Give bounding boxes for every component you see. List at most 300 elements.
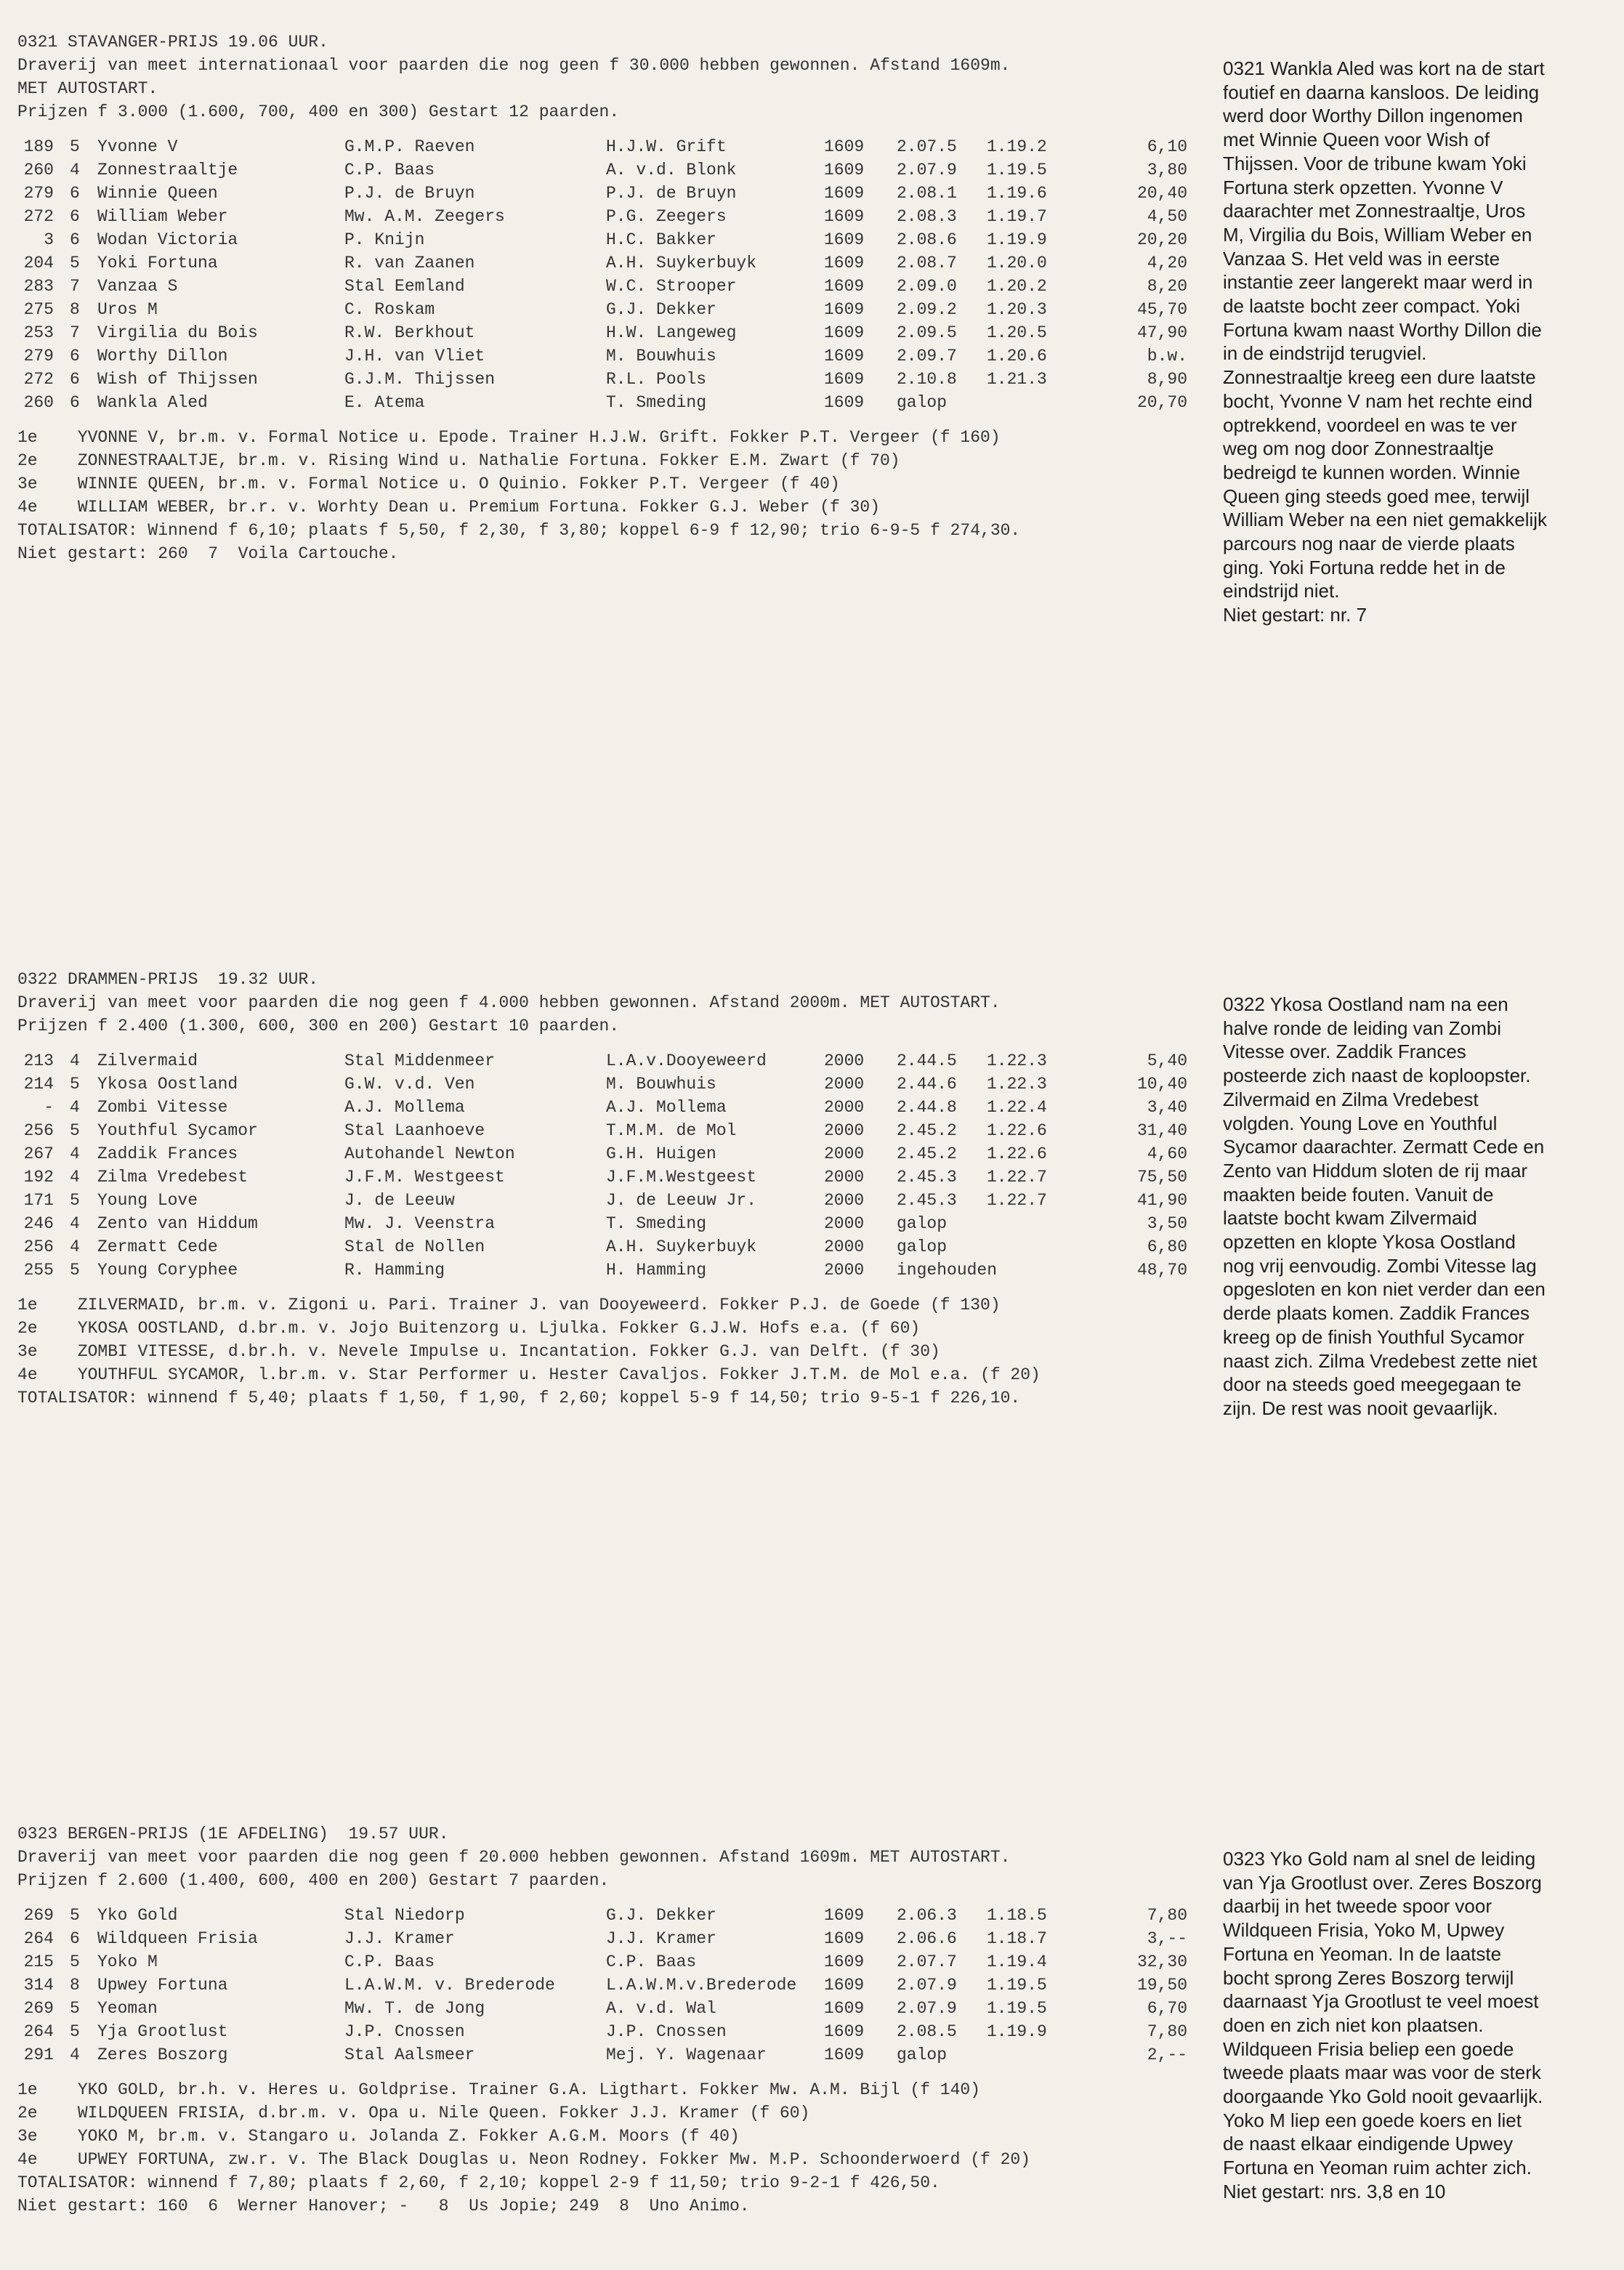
runner-number: 260	[23, 161, 54, 179]
runner-age: 6	[70, 230, 80, 249]
km-time: 1.21.3	[987, 370, 1047, 389]
horse-name: Zilvermaid	[97, 1051, 198, 1070]
runner-age: 4	[70, 161, 80, 179]
finish-time: 2.45.3	[897, 1168, 957, 1187]
runner-age: 4	[70, 1098, 80, 1117]
driver-name: H.W. Langeweg	[606, 323, 737, 342]
placing-line: 2e ZONNESTRAALTJE, br.m. v. Rising Wind u. Nathalie Fortuna. Fokker E.M. Zwart (f 70)	[17, 451, 900, 470]
win-odds: 3,80	[1147, 161, 1187, 179]
km-time: 1.18.7	[987, 1929, 1047, 1948]
runner-number: 272	[23, 207, 54, 226]
runner-row	[17, 2020, 1195, 2043]
runner-row	[17, 1073, 1195, 1096]
driver-name: T. Smeding	[606, 393, 707, 412]
placing-line: 4e WILLIAM WEBER, br.r. v. Worhty Dean u. Premium Fortuna. Fokker G.J. Weber (f 30)	[17, 498, 880, 517]
totalisator-line: TOTALISATOR: Winnend f 6,10; plaats f 5,50, f 2,30, f 3,80; koppel 6-9 f 12,90; trio 6-9-5 f 274,30.	[17, 521, 1021, 540]
runner-number: 171	[23, 1191, 54, 1210]
runner-row	[17, 1096, 1195, 1119]
race-distance: 2000	[824, 1261, 865, 1280]
finish-time: 2.44.6	[897, 1075, 957, 1094]
runner-row	[17, 251, 1195, 275]
totalisator-line: TOTALISATOR: winnend f 7,80; plaats f 2,60, f 2,10; koppel 2-9 f 11,50; trio 9-2-1 f 426,50.	[17, 2173, 940, 2192]
race-conditions-line: Draverij van meet voor paarden die nog geen f 20.000 hebben gewonnen. Afstand 1609m. MET AUTOSTART.	[17, 1848, 1011, 1867]
owner-trainer: Mw. T. de Jong	[344, 1999, 485, 2018]
horse-name: Zombi Vitesse	[97, 1098, 228, 1117]
finish-time: 2.06.3	[897, 1906, 957, 1925]
finish-time: galop	[897, 2045, 948, 2064]
finish-time: galop	[897, 1214, 948, 1233]
horse-name: Worthy Dillon	[97, 347, 228, 365]
finish-time: ingehouden	[897, 1261, 998, 1280]
driver-name: M. Bouwhuis	[606, 347, 716, 365]
race-commentary: 0322 Ykosa Oostland nam na een halve ronde de leiding van Zombi Vitesse over. Zaddik Frances posteerde zich naast de koploopster. Zilvermaid en Zilma Vredebest volgden. Young Love en Youthful Sycamor daarachter. Zermatt Cede en Zento van Hiddum sloten de rij maar maakten beide fouten. Vanuit de laatste bocht kwam Zilvermaid opzetten en klopte Ykosa Oostland nog vrij eenvoudig. Zombi Vitesse lag opgesloten en kon niet verder dan een derde plaats komen. Zaddik Frances kreeg op de finish Youthful Sycamor naast zich. Zilma Vredebest zette niet door na steeds goed meegegaan te zijn. De rest was nooit gevaarlijk.	[1223, 993, 1546, 1419]
runner-age: 5	[70, 1906, 80, 1925]
km-time: 1.22.3	[987, 1051, 1047, 1070]
finish-time: 2.08.7	[897, 254, 957, 272]
owner-trainer: E. Atema	[344, 393, 425, 412]
runner-number: 314	[23, 1976, 54, 1995]
win-odds: 47,90	[1136, 323, 1187, 342]
finish-time: 2.06.6	[897, 1929, 957, 1948]
runner-number: 215	[23, 1952, 54, 1971]
finish-time: galop	[897, 393, 948, 412]
win-odds: 6,10	[1147, 137, 1187, 156]
win-odds: 20,20	[1136, 230, 1187, 249]
runner-number: 204	[23, 254, 54, 272]
win-odds: 3,--	[1147, 1929, 1187, 1948]
race-commentary: 0323 Yko Gold nam al snel de leiding van Yja Grootlust over. Zeres Boszorg daarbij in het tweede spoor voor Wildqueen Frisia, Yoko M, Upwey Fortuna en Yeoman. In de laatste bocht sprong Zeres Boszorg terwijl daarnaast Yja Grootlust te veel moest doen en zich niet kon plaatsen. Wildqueen Frisia beliep een goede tweede plaats maar was voor de sterk doorgaande Yko Gold nooit gevaarlijk. Yoko M liep een goede koers en liet de naast elkaar eindigende Upwey Fortuna en Yeoman ruim achter zich. Niet gestart: nrs. 3,8 en 10	[1223, 1848, 1543, 2202]
win-odds: 32,30	[1136, 1952, 1187, 1971]
runner-row	[17, 228, 1195, 251]
horse-name: Upwey Fortuna	[97, 1976, 228, 1995]
driver-name: J.P. Cnossen	[606, 2022, 727, 2041]
runner-number: 264	[23, 2022, 54, 2041]
race-distance: 2000	[824, 1144, 865, 1163]
runner-row	[17, 344, 1195, 368]
race-table-0323	[17, 1822, 1195, 2218]
km-time: 1.19.5	[987, 161, 1047, 179]
totalisator-line: TOTALISATOR: winnend f 5,40; plaats f 1,50, f 1,90, f 2,60; koppel 5-9 f 14,50; trio 9-5-1 f 226,10.	[17, 1389, 1021, 1407]
placing-line: 3e YOKO M, br.m. v. Stangaro u. Jolanda Z. Fokker A.G.M. Moors (f 40)	[17, 2127, 740, 2146]
owner-trainer: R. Hamming	[344, 1261, 445, 1280]
horse-name: Yko Gold	[97, 1906, 178, 1925]
finish-time: 2.09.0	[897, 277, 957, 296]
finish-time: 2.08.6	[897, 230, 957, 249]
win-odds: 45,70	[1136, 300, 1187, 319]
runner-row	[17, 1049, 1195, 1073]
runner-number: 269	[23, 1999, 54, 2018]
win-odds: 6,70	[1147, 1999, 1187, 2018]
finish-time: 2.07.9	[897, 1976, 957, 1995]
owner-trainer: Stal Eemland	[344, 277, 465, 296]
runner-age: 4	[70, 2045, 80, 2064]
runner-age: 4	[70, 1168, 80, 1187]
owner-trainer: A.J. Mollema	[344, 1098, 465, 1117]
runner-number: 192	[23, 1168, 54, 1187]
race-distance: 2000	[824, 1214, 865, 1233]
win-odds: 2,--	[1147, 2045, 1187, 2064]
finish-time: 2.07.5	[897, 137, 957, 156]
runner-row	[17, 391, 1195, 414]
race-distance: 1609	[824, 393, 865, 412]
horse-name: Virgilia du Bois	[97, 323, 258, 342]
runner-number: 267	[23, 1144, 54, 1163]
runner-age: 6	[70, 207, 80, 226]
owner-trainer: J. de Leeuw	[344, 1191, 455, 1210]
runner-row	[17, 275, 1195, 298]
runner-row	[17, 368, 1195, 391]
runner-number: 246	[23, 1214, 54, 1233]
race-header: 0322 DRAMMEN-PRIJS 19.32 UUR.	[17, 970, 319, 989]
runner-row	[17, 1235, 1195, 1259]
runner-age: 6	[70, 1929, 80, 1948]
runner-row	[17, 321, 1195, 344]
race-distance: 1609	[824, 1976, 865, 1995]
runner-row	[17, 205, 1195, 228]
owner-trainer: Mw. J. Veenstra	[344, 1214, 496, 1233]
race-distance: 2000	[824, 1051, 865, 1070]
km-time: 1.19.5	[987, 1999, 1047, 2018]
owner-trainer: C. Roskam	[344, 300, 435, 319]
horse-name: Wodan Victoria	[97, 230, 238, 249]
runner-age: 5	[70, 137, 80, 156]
not-started-line: Niet gestart: 160 6 Werner Hanover; - 8 Us Jopie; 249 8 Uno Animo.	[17, 2197, 750, 2216]
finish-time: 2.07.9	[897, 161, 957, 179]
runner-row	[17, 1974, 1195, 1997]
horse-name: William Weber	[97, 207, 228, 226]
driver-name: A.J. Mollema	[606, 1098, 727, 1117]
driver-name: P.J. de Bruyn	[606, 184, 737, 203]
race-distance: 1609	[824, 207, 865, 226]
km-time: 1.19.4	[987, 1952, 1047, 1971]
driver-name: J. de Leeuw Jr.	[606, 1191, 757, 1210]
runner-row	[17, 1212, 1195, 1235]
km-time: 1.20.2	[987, 277, 1047, 296]
race-distance: 2000	[824, 1121, 865, 1140]
runner-number: 264	[23, 1929, 54, 1948]
win-odds: 10,40	[1136, 1075, 1187, 1094]
km-time: 1.20.3	[987, 300, 1047, 319]
race-distance: 2000	[824, 1168, 865, 1187]
win-odds: 41,90	[1136, 1191, 1187, 1210]
horse-name: Uros M	[97, 300, 158, 319]
owner-trainer: G.W. v.d. Ven	[344, 1075, 475, 1094]
runner-number: 253	[23, 323, 54, 342]
driver-name: W.C. Strooper	[606, 277, 737, 296]
runner-age: 6	[70, 370, 80, 389]
runner-age: 5	[70, 254, 80, 272]
runner-row	[17, 298, 1195, 321]
owner-trainer: Stal de Nollen	[344, 1237, 485, 1256]
runner-row	[17, 1259, 1195, 1282]
runner-age: 5	[70, 2022, 80, 2041]
runner-age: 5	[70, 1261, 80, 1280]
runner-row	[17, 135, 1195, 158]
km-time: 1.22.6	[987, 1144, 1047, 1163]
race-prizes-line: Prijzen f 2.400 (1.300, 600, 300 en 200) Gestart 10 paarden.	[17, 1017, 620, 1035]
horse-name: Winnie Queen	[97, 184, 218, 203]
placing-line: 2e WILDQUEEN FRISIA, d.br.m. v. Opa u. Nile Queen. Fokker J.J. Kramer (f 60)	[17, 2104, 810, 2122]
race-conditions-line: MET AUTOSTART.	[17, 79, 158, 98]
finish-time: 2.10.8	[897, 370, 957, 389]
driver-name: L.A.W.M.v.Brederode	[606, 1976, 797, 1995]
race-distance: 1609	[824, 254, 865, 272]
runner-number: 256	[23, 1237, 54, 1256]
race-header: 0323 BERGEN-PRIJS (1E AFDELING) 19.57 UUR.	[17, 1825, 449, 1843]
win-odds: 3,40	[1147, 1098, 1187, 1117]
owner-trainer: J.J. Kramer	[344, 1929, 455, 1948]
runner-age: 8	[70, 1976, 80, 1995]
horse-name: Vanzaa S	[97, 277, 178, 296]
horse-name: Wankla Aled	[97, 393, 208, 412]
race-distance: 1609	[824, 2045, 865, 2064]
finish-time: 2.45.3	[897, 1191, 957, 1210]
km-time: 1.19.6	[987, 184, 1047, 203]
km-time: 1.19.5	[987, 1976, 1047, 1995]
race-distance: 1609	[824, 1906, 865, 1925]
runner-row	[17, 1189, 1195, 1212]
driver-name: C.P. Baas	[606, 1952, 697, 1971]
finish-time: 2.08.1	[897, 184, 957, 203]
race-conditions-line: Draverij van meet voor paarden die nog geen f 4.000 hebben gewonnen. Afstand 2000m. MET AUTOSTART.	[17, 993, 1001, 1012]
driver-name: G.J. Dekker	[606, 300, 716, 319]
km-time: 1.22.3	[987, 1075, 1047, 1094]
race-distance: 1609	[824, 1929, 865, 1948]
race-distance: 1609	[824, 1999, 865, 2018]
runner-age: 5	[70, 1999, 80, 2018]
km-time: 1.19.7	[987, 207, 1047, 226]
runner-row	[17, 158, 1195, 182]
finish-time: 2.44.8	[897, 1098, 957, 1117]
win-odds: 4,20	[1147, 254, 1187, 272]
driver-name: M. Bouwhuis	[606, 1075, 716, 1094]
runner-number: 260	[23, 393, 54, 412]
race-prizes-line: Prijzen f 2.600 (1.400, 600, 400 en 200) Gestart 7 paarden.	[17, 1871, 610, 1890]
race-distance: 1609	[824, 347, 865, 365]
race-header: 0321 STAVANGER-PRIJS 19.06 UUR.	[17, 33, 328, 52]
runner-age: 4	[70, 1214, 80, 1233]
placing-line: 1e YKO GOLD, br.h. v. Heres u. Goldprise. Trainer G.A. Ligthart. Fokker Mw. A.M. Bijl (f 140)	[17, 2080, 981, 2099]
placing-line: 1e ZILVERMAID, br.m. v. Zigoni u. Pari. Trainer J. van Dooyeweerd. Fokker P.J. de Goede (f 130)	[17, 1296, 1001, 1314]
runner-age: 6	[70, 393, 80, 412]
race-distance: 1609	[824, 1952, 865, 1971]
runner-number: 269	[23, 1906, 54, 1925]
owner-trainer: Autohandel Newton	[344, 1144, 515, 1163]
horse-name: Yvonne V	[97, 137, 178, 156]
km-time: 1.20.5	[987, 323, 1047, 342]
horse-name: Youthful Sycamor	[97, 1121, 258, 1140]
horse-name: Wish of Thijssen	[97, 370, 258, 389]
runner-number: 283	[23, 277, 54, 296]
horse-name: Young Love	[97, 1191, 198, 1210]
race-distance: 2000	[824, 1075, 865, 1094]
horse-name: Yeoman	[97, 1999, 158, 2018]
runner-number: 214	[23, 1075, 54, 1094]
horse-name: Yoko M	[97, 1952, 158, 1971]
horse-name: Yja Grootlust	[97, 2022, 228, 2041]
runner-age: 5	[70, 1191, 80, 1210]
finish-time: 2.08.3	[897, 207, 957, 226]
win-odds: 19,50	[1136, 1976, 1187, 1995]
owner-trainer: Mw. A.M. Zeegers	[344, 207, 505, 226]
runner-number: 189	[23, 137, 54, 156]
placing-line: 3e WINNIE QUEEN, br.m. v. Formal Notice u. O Quinio. Fokker P.T. Vergeer (f 40)	[17, 474, 840, 493]
finish-time: 2.45.2	[897, 1144, 957, 1163]
driver-name: J.F.M.Westgeest	[606, 1168, 757, 1187]
race-distance: 1609	[824, 277, 865, 296]
owner-trainer: Stal Aalsmeer	[344, 2045, 475, 2064]
race-distance: 1609	[824, 230, 865, 249]
finish-time: 2.08.5	[897, 2022, 957, 2041]
owner-trainer: G.M.P. Raeven	[344, 137, 475, 156]
runner-row	[17, 1997, 1195, 2020]
owner-trainer: R.W. Berkhout	[344, 323, 475, 342]
km-time: 1.22.6	[987, 1121, 1047, 1140]
owner-trainer: L.A.W.M. v. Brederode	[344, 1976, 555, 1995]
km-time: 1.19.2	[987, 137, 1047, 156]
race-distance: 2000	[824, 1191, 865, 1210]
runner-age: 5	[70, 1952, 80, 1971]
driver-name: Mej. Y. Wagenaar	[606, 2045, 767, 2064]
driver-name: L.A.v.Dooyeweerd	[606, 1051, 767, 1070]
win-odds: 20,70	[1136, 393, 1187, 412]
driver-name: A. v.d. Blonk	[606, 161, 737, 179]
runner-row	[17, 2043, 1195, 2067]
horse-name: Ykosa Oostland	[97, 1075, 238, 1094]
race-commentary: 0321 Wankla Aled was kort na de start foutief en daarna kansloos. De leiding werd door Worthy Dillon ingenomen met Winnie Queen voor Wish of Thijssen. Voor de tribune kwam Yoki Fortuna sterk opzetten. Yvonne V daarachter met Zonnestraaltje, Uros M, Virgilia du Bois, William Weber en Vanzaa S. Het veld was in eerste instantie zeer langerekt maar werd in de laatste bocht zeer compact. Yoki Fortuna kwam naast Worthy Dillon die in de eindstrijd terugviel. Zonnestraaltje kreeg een dure laatste bocht, Yvonne V nam het rechte eind optrekkend, voordeel en was te ver weg om nog door Zonnestraaltje bedreigd te kunnen worden. Winnie Queen ging steeds goed mee, terwijl William Weber na een niet gemakkelijk parcours nog naar de vierde plaats ging. Yoki Fortuna redde het in de eindstrijd niet. Niet gestart: nr. 7	[1223, 57, 1548, 626]
horse-name: Zaddik Frances	[97, 1144, 238, 1163]
runner-list	[17, 1904, 1195, 2067]
owner-trainer: J.P. Cnossen	[344, 2022, 465, 2041]
km-time: 1.20.6	[987, 347, 1047, 365]
driver-name: H.C. Bakker	[606, 230, 716, 249]
owner-trainer: J.H. van Vliet	[344, 347, 485, 365]
win-odds: 4,50	[1147, 207, 1187, 226]
race-distance: 1609	[824, 323, 865, 342]
placing-line: 3e ZOMBI VITESSE, d.br.h. v. Nevele Impulse u. Incantation. Fokker G.J. van Delft. (f 30)	[17, 1342, 940, 1361]
placing-line: 1e YVONNE V, br.m. v. Formal Notice u. Epode. Trainer H.J.W. Grift. Fokker P.T. Vergeer (f 160)	[17, 428, 1001, 447]
win-odds: 7,80	[1147, 2022, 1187, 2041]
race-table-0322	[17, 968, 1195, 1410]
driver-name: P.G. Zeegers	[606, 207, 727, 226]
runner-number: 291	[23, 2045, 54, 2064]
owner-trainer: P. Knijn	[344, 230, 425, 249]
race-distance: 2000	[824, 1098, 865, 1117]
win-odds: 48,70	[1136, 1261, 1187, 1280]
runner-age: 4	[70, 1237, 80, 1256]
owner-trainer: Stal Niedorp	[344, 1906, 465, 1925]
km-time: 1.20.0	[987, 254, 1047, 272]
finish-time: galop	[897, 1237, 948, 1256]
win-odds: 75,50	[1136, 1168, 1187, 1187]
horse-name: Yoki Fortuna	[97, 254, 218, 272]
owner-trainer: Stal Laanhoeve	[344, 1121, 485, 1140]
runner-age: 5	[70, 1121, 80, 1140]
win-odds: 7,80	[1147, 1906, 1187, 1925]
driver-name: T. Smeding	[606, 1214, 707, 1233]
runner-age: 8	[70, 300, 80, 319]
finish-time: 2.07.9	[897, 1999, 957, 2018]
placing-line: 4e UPWEY FORTUNA, zw.r. v. The Black Douglas u. Neon Rodney. Fokker Mw. M.P. Schoonderwoerd (f 20)	[17, 2150, 1031, 2169]
runner-list	[17, 135, 1195, 414]
race-table-0321	[17, 31, 1195, 565]
driver-name: A. v.d. Wal	[606, 1999, 716, 2018]
runner-number: 3	[44, 230, 54, 249]
horse-name: Zilma Vredebest	[97, 1168, 249, 1187]
km-time: 1.19.9	[987, 2022, 1047, 2041]
km-time: 1.19.9	[987, 230, 1047, 249]
horse-name: Wildqueen Frisia	[97, 1929, 258, 1948]
owner-trainer: R. van Zaanen	[344, 254, 475, 272]
runner-age: 4	[70, 1144, 80, 1163]
driver-name: R.L. Pools	[606, 370, 707, 389]
win-odds: 8,90	[1147, 370, 1187, 389]
owner-trainer: P.J. de Bruyn	[344, 184, 475, 203]
runner-age: 7	[70, 323, 80, 342]
driver-name: T.M.M. de Mol	[606, 1121, 737, 1140]
km-time: 1.22.4	[987, 1098, 1047, 1117]
placing-line: 2e YKOSA OOSTLAND, d.br.m. v. Jojo Buitenzorg u. Ljulka. Fokker G.J.W. Hofs e.a. (f 60)	[17, 1319, 921, 1338]
runner-row	[17, 1927, 1195, 1950]
race-distance: 1609	[824, 300, 865, 319]
horse-name: Zermatt Cede	[97, 1237, 218, 1256]
win-odds: 3,50	[1147, 1214, 1187, 1233]
race-distance: 1609	[824, 370, 865, 389]
win-odds: 5,40	[1147, 1051, 1187, 1070]
runner-row	[17, 1166, 1195, 1189]
runner-number: -	[44, 1098, 54, 1117]
horse-name: Zento van Hiddum	[97, 1214, 258, 1233]
race-prizes-line: Prijzen f 3.000 (1.600, 700, 400 en 300) Gestart 12 paarden.	[17, 102, 620, 121]
win-odds: 4,60	[1147, 1144, 1187, 1163]
runner-row	[17, 182, 1195, 205]
finish-time: 2.09.2	[897, 300, 957, 319]
km-time: 1.22.7	[987, 1168, 1047, 1187]
km-time: 1.18.5	[987, 1906, 1047, 1925]
finish-time: 2.44.5	[897, 1051, 957, 1070]
runner-number: 275	[23, 300, 54, 319]
win-odds: b.w.	[1147, 347, 1187, 365]
runner-age: 7	[70, 277, 80, 296]
driver-name: G.H. Huigen	[606, 1144, 716, 1163]
horse-name: Zonnestraaltje	[97, 161, 238, 179]
owner-trainer: G.J.M. Thijssen	[344, 370, 496, 389]
race-distance: 1609	[824, 2022, 865, 2041]
finish-time: 2.09.5	[897, 323, 957, 342]
win-odds: 8,20	[1147, 277, 1187, 296]
runner-number: 256	[23, 1121, 54, 1140]
race-distance: 1609	[824, 137, 865, 156]
runner-number: 255	[23, 1261, 54, 1280]
driver-name: G.J. Dekker	[606, 1906, 716, 1925]
driver-name: H. Hamming	[606, 1261, 707, 1280]
runner-row	[17, 1119, 1195, 1142]
owner-trainer: C.P. Baas	[344, 161, 435, 179]
runner-age: 6	[70, 184, 80, 203]
runner-number: 213	[23, 1051, 54, 1070]
win-odds: 6,80	[1147, 1237, 1187, 1256]
finish-time: 2.07.7	[897, 1952, 957, 1971]
race-conditions-line: Draverij van meet internationaal voor paarden die nog geen f 30.000 hebben gewonnen. Afstand 1609m.	[17, 56, 1011, 75]
km-time: 1.22.7	[987, 1191, 1047, 1210]
runner-age: 6	[70, 347, 80, 365]
driver-name: A.H. Suykerbuyk	[606, 1237, 757, 1256]
runner-list	[17, 1049, 1195, 1282]
not-started-line: Niet gestart: 260 7 Voila Cartouche.	[17, 544, 399, 563]
horse-name: Zeres Boszorg	[97, 2045, 228, 2064]
runner-row	[17, 1950, 1195, 1974]
race-distance: 2000	[824, 1237, 865, 1256]
